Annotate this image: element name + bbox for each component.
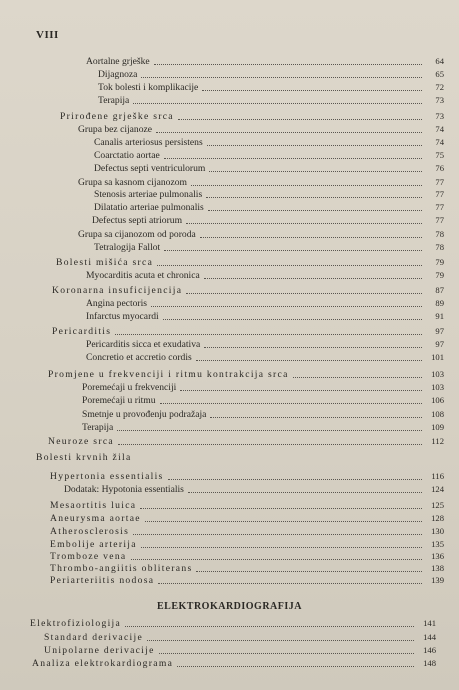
toc-entry-title: Unipolarne derivacije — [44, 645, 155, 656]
dot-leader — [159, 652, 414, 654]
toc-entry-title: Periarteriitis nodosa — [50, 575, 155, 586]
toc-entry-page: 77 — [435, 177, 444, 187]
toc-entry-page: 109 — [431, 422, 444, 432]
toc-entry-title: Bolesti krvnih žila — [36, 452, 132, 463]
dot-leader — [141, 76, 422, 78]
dot-leader — [186, 292, 422, 294]
toc-entry-title: Grupa sa kasnom cijanozom — [78, 177, 187, 188]
toc-entry — [86, 352, 444, 363]
toc-entry — [86, 298, 444, 309]
toc-entry — [86, 339, 444, 350]
toc-entry — [86, 311, 444, 322]
toc-entry — [82, 395, 444, 406]
dot-leader — [125, 625, 414, 627]
toc-entry-title: Poremećaji u frekvenciji — [82, 382, 177, 393]
dot-leader — [154, 63, 422, 65]
toc-entry-title: Dijagnoza — [98, 69, 138, 80]
toc-entry — [30, 618, 436, 629]
toc-entry-title: Promjene u frekvenciji i ritmu kontrakcija srca — [48, 369, 289, 380]
toc-entry-page: 77 — [435, 215, 444, 225]
toc-entry-title: Neuroze srca — [48, 436, 114, 447]
toc-entry-page: 106 — [431, 395, 444, 405]
toc-entry-page: 141 — [423, 618, 436, 628]
toc-entry-page: 79 — [435, 270, 444, 280]
toc-entry-title: Coarctatio aortae — [94, 150, 160, 161]
toc-entry-title: Thrombo-angiitis obliterans — [50, 563, 193, 574]
toc-entry-title: Hypertonia essentialis — [50, 471, 164, 482]
dot-leader — [204, 277, 422, 279]
toc-entry — [48, 436, 444, 447]
toc-entry — [50, 551, 444, 562]
dot-leader — [145, 520, 422, 522]
dot-leader — [186, 222, 422, 224]
dot-leader — [141, 546, 422, 548]
toc-entry-page: 97 — [435, 339, 444, 349]
dot-leader — [177, 665, 414, 667]
toc-entry-page: 77 — [435, 202, 444, 212]
toc-entry — [52, 285, 444, 296]
dot-leader — [115, 333, 422, 335]
toc-entry-page: 91 — [435, 311, 444, 321]
dot-leader — [208, 209, 422, 211]
toc-entry-page: 89 — [435, 298, 444, 308]
toc-entry — [98, 95, 444, 106]
dot-leader — [202, 89, 422, 91]
toc-entry-title: Concretio et accretio cordis — [86, 352, 192, 363]
toc-entry-title: Infarctus myocardi — [86, 311, 159, 322]
dot-leader — [196, 570, 422, 572]
toc-entry — [94, 202, 444, 213]
toc-entry — [50, 500, 444, 511]
toc-entry-title: Prirođene grješke srca — [60, 111, 174, 122]
toc-entry — [86, 56, 444, 67]
toc-entry-title: Dilatatio arteriae pulmonalis — [94, 202, 204, 213]
toc-entry-title: Poremećaji u ritmu — [82, 395, 156, 406]
dot-leader — [191, 184, 422, 186]
toc-entry — [94, 137, 444, 148]
toc-entry-title: Angina pectoris — [86, 298, 148, 309]
toc-entry — [44, 632, 436, 643]
toc-entry — [98, 82, 444, 93]
toc-entry-page: 77 — [435, 189, 444, 199]
dot-leader — [207, 144, 422, 146]
toc-entry-page: 87 — [435, 285, 444, 295]
toc-entry-title: Tok bolesti i komplikacije — [98, 82, 199, 93]
toc-entry-page: 136 — [431, 551, 444, 561]
toc-entry-title: Canalis arteriosus persistens — [94, 137, 203, 148]
toc-entry-page: 73 — [435, 111, 444, 121]
dot-leader — [151, 305, 422, 307]
toc-entry — [32, 658, 436, 669]
toc-entry-title: Tromboze vena — [50, 551, 127, 562]
toc-entry — [94, 242, 444, 253]
toc-entry-page: 101 — [431, 352, 444, 362]
dot-leader — [204, 346, 422, 348]
toc-entry-title: Grupa bez cijanoze — [78, 124, 153, 135]
toc-entry-page: 112 — [431, 436, 444, 446]
dot-leader — [209, 170, 422, 172]
toc-entry-page: 74 — [435, 124, 444, 134]
dot-leader — [156, 131, 422, 133]
dot-leader — [133, 533, 422, 535]
toc-entry-page: 116 — [431, 471, 444, 481]
toc-entry-page: 97 — [435, 326, 444, 336]
dot-leader — [147, 639, 414, 641]
toc-entry-title: Dodatak: Hypotonia essentialis — [64, 484, 184, 495]
toc-entry-page: 125 — [431, 500, 444, 510]
dot-leader — [133, 102, 422, 104]
toc-entry — [94, 150, 444, 161]
dot-leader — [163, 318, 422, 320]
toc-entry-page: 130 — [431, 526, 444, 536]
dot-leader — [131, 558, 423, 560]
toc-entry-title: Mesaortitis luica — [50, 500, 137, 511]
dot-leader — [157, 264, 422, 266]
toc-entry-page: 65 — [435, 69, 444, 79]
dot-leader — [178, 118, 422, 120]
toc-entry-page: 72 — [435, 82, 444, 92]
dot-leader — [168, 478, 422, 480]
dot-leader — [158, 582, 422, 584]
dot-leader — [160, 402, 422, 404]
toc-entry-title: Tetralogija Fallot — [94, 242, 161, 253]
toc-entry-page: 103 — [431, 369, 444, 379]
toc-entry — [78, 229, 444, 240]
toc-entry — [82, 422, 444, 433]
section-heading: ELEKTROKARDIOGRAFIJA — [156, 601, 302, 612]
toc-entry — [78, 177, 444, 188]
dot-leader — [200, 236, 422, 238]
toc-entry-title: Aortalne grješke — [86, 56, 150, 67]
dot-leader — [180, 389, 422, 391]
toc-entry — [94, 189, 444, 200]
toc-entry-page: 124 — [431, 484, 444, 494]
toc-entry — [50, 513, 444, 524]
toc-entry-title: Standard derivacije — [44, 632, 144, 643]
toc-entry-title: Stenosis arteriae pulmonalis — [94, 189, 203, 200]
toc-entry-page: 138 — [431, 563, 444, 573]
toc-entry — [52, 326, 444, 337]
toc-entry — [98, 69, 444, 80]
toc-entry — [78, 124, 444, 135]
dot-leader — [140, 507, 422, 509]
toc-entry — [50, 563, 444, 574]
toc-entry-title: Koronarna insuficijencija — [52, 285, 183, 296]
toc-entry-title: Aneurysma aortae — [50, 513, 141, 524]
toc-entry-page: 148 — [423, 658, 436, 668]
toc-entry-title: Atherosclerosis — [50, 526, 130, 537]
toc-entry — [50, 539, 444, 550]
dot-leader — [293, 376, 422, 378]
toc-entry-title: Grupa sa cijanozom od poroda — [78, 229, 196, 240]
toc-entry — [50, 526, 444, 537]
toc-entry-title: Pericarditis sicca et exudativa — [86, 339, 201, 350]
toc-entry-page: 64 — [435, 56, 444, 66]
toc-entry — [82, 409, 444, 420]
toc-entry — [56, 257, 444, 268]
toc-entry-title: Pericarditis — [52, 326, 112, 337]
toc-entry-page: 146 — [423, 645, 436, 655]
page-number-roman: VIII — [36, 29, 59, 41]
toc-entry-page: 128 — [431, 513, 444, 523]
dot-leader — [210, 416, 422, 418]
toc-entry — [82, 382, 444, 393]
toc-entry-title: Defectus septi ventriculorum — [94, 163, 206, 174]
toc-entry — [36, 452, 444, 463]
toc-entry — [50, 471, 444, 482]
toc-entry-title: Terapija — [82, 422, 114, 433]
toc-entry-page: 139 — [431, 575, 444, 585]
toc-entry — [86, 270, 444, 281]
dot-leader — [196, 359, 422, 361]
toc-entry-page: 73 — [435, 95, 444, 105]
toc-entry-title: Defectus septi atriorum — [92, 215, 183, 226]
dot-leader — [164, 157, 422, 159]
dot-leader — [118, 443, 422, 445]
toc-entry — [64, 484, 444, 495]
dot-leader — [117, 429, 422, 431]
toc-entry-page: 103 — [431, 382, 444, 392]
toc-entry-title: Bolesti mišića srca — [56, 257, 154, 268]
toc-entry — [92, 215, 444, 226]
toc-entry-page: 135 — [431, 539, 444, 549]
toc-entry-page: 108 — [431, 409, 444, 419]
toc-entry-title: Analiza elektrokardiograma — [32, 658, 174, 669]
toc-entry-title: Myocarditis acuta et chronica — [86, 270, 200, 281]
dot-leader — [206, 196, 422, 198]
dot-leader — [164, 249, 422, 251]
toc-entry-page: 78 — [435, 242, 444, 252]
toc-entry — [44, 645, 436, 656]
toc-entry-page: 76 — [435, 163, 444, 173]
toc-entry-page: 78 — [435, 229, 444, 239]
toc-entry-title: Embolije arterija — [50, 539, 137, 550]
toc-entry-page: 144 — [423, 632, 436, 642]
toc-entry — [48, 369, 444, 380]
toc-entry-page: 79 — [435, 257, 444, 267]
toc-entry-page: 74 — [435, 137, 444, 147]
toc-entry — [94, 163, 444, 174]
toc-entry-title: Elektrofiziologija — [30, 618, 122, 629]
toc-entry-page: 75 — [435, 150, 444, 160]
dot-leader — [188, 491, 422, 493]
toc-entry-title: Terapija — [98, 95, 130, 106]
toc-entry — [50, 575, 444, 586]
toc-entry — [60, 111, 444, 122]
toc-entry-title: Smetnje u provođenju podražaja — [82, 409, 207, 420]
